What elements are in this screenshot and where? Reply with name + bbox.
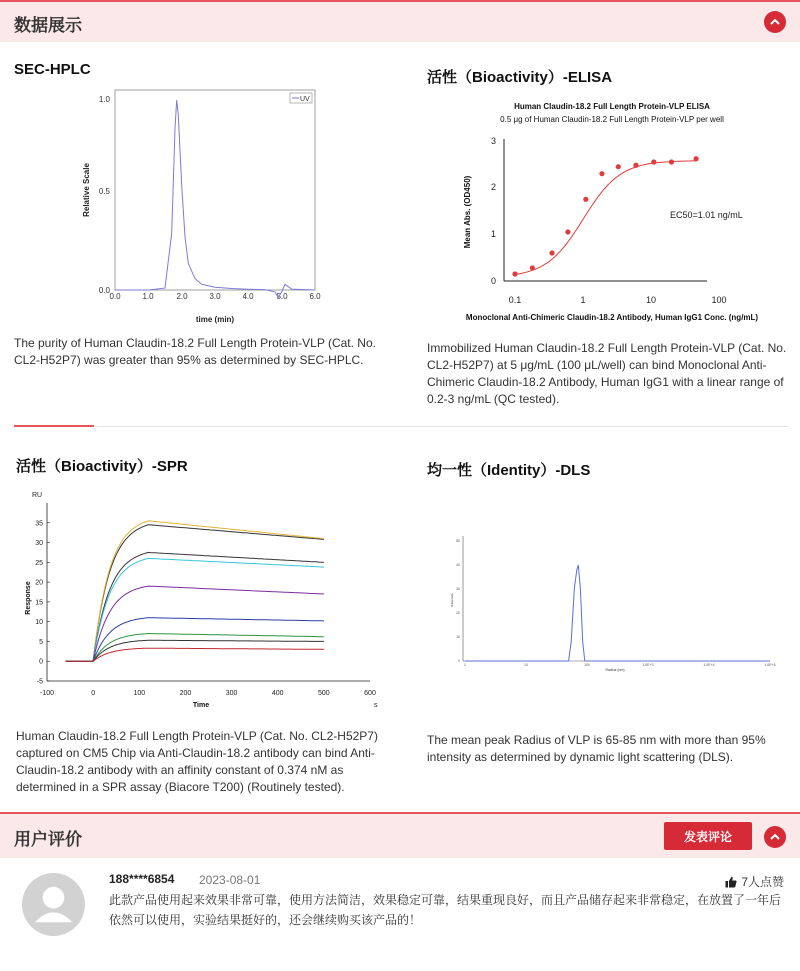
section-divider <box>14 426 788 427</box>
spr-x-tick: 600 <box>364 690 376 697</box>
elisa-description: Immobilized Human Claudin-18.2 Full Length Protein-VLP (Cat. No. CL2-H52P7) at 5 μg/mL (100 μL/well) can bind Monoclonal Anti-Chimeric Claudin-18.2 Antibody, Human IgG1 with a linear range of 0.2-3 ng/mL (QC tested). <box>427 341 787 406</box>
hplc-legend-label: UV <box>300 96 310 103</box>
dls-x-tick: 100 <box>584 663 590 667</box>
dls-y-tick: 30 <box>456 587 460 592</box>
dls-y-ticks <box>456 539 460 663</box>
elisa-data-point <box>693 156 698 161</box>
spr-ylabel: Response <box>25 581 32 615</box>
spr-x-tick: 400 <box>271 690 284 697</box>
elisa-y-tick: 2 <box>490 182 496 192</box>
spr-title: 活性（Bioactivity）-SPR <box>16 458 188 475</box>
section-title: 数据展示 <box>14 16 82 35</box>
elisa-data-point <box>565 229 570 234</box>
hplc-ylabel: Relative Scale <box>82 163 91 217</box>
hplc-y-tick-2: 0.5 <box>98 187 110 196</box>
hplc-xlabel: time (min) <box>195 315 235 324</box>
spr-x-tick: 100 <box>133 690 146 697</box>
dls-x-tick: 1.0E+5 <box>764 663 776 667</box>
elisa-data-point <box>583 197 588 202</box>
spr-x-tick: 200 <box>179 690 192 697</box>
spr-y-tick: 5 <box>39 638 43 646</box>
spr-sensorgram-c6 <box>66 640 324 661</box>
dls-xlabel: Radius (nm) <box>605 668 625 672</box>
spr-y-ticks <box>35 520 50 685</box>
chevron-up-icon <box>769 831 781 843</box>
dls-y-tick: 40 <box>456 563 460 568</box>
spr-sensorgram-c2 <box>66 552 324 661</box>
like-count: 7人点赞 <box>741 875 784 889</box>
spr-description: Human Claudin-18.2 Full Length Protein-VLP (Cat. No. CL2-H52P7) captured on CM5 Chip via Anti-Claudin-18.2 antibody can bind Anti-Claudin-18.2 antibody with an affinity constant of 0.374 nM as determined in a SPR assay (Biacore T200) (Routinely tested). <box>16 729 378 794</box>
spr-unit-right: s <box>374 702 378 709</box>
reviewer-name: 188****6854 <box>109 872 175 886</box>
data-display-header <box>0 0 800 42</box>
elisa-y-tick: 1 <box>490 229 496 239</box>
elisa-data-point <box>599 171 604 176</box>
dls-x-tick: 1.0E+4 <box>703 663 715 667</box>
spr-x-tick: 500 <box>318 690 330 697</box>
hplc-legend <box>290 93 312 103</box>
spr-y-tick: 0 <box>39 658 43 666</box>
elisa-data-point <box>530 265 535 270</box>
dls-x-tick: 10 <box>524 663 528 667</box>
dls-y-tick: 20 <box>456 611 460 616</box>
dls-title: 均一性（Identity）-DLS <box>427 462 591 479</box>
review-date: 2023-08-01 <box>199 873 261 887</box>
elisa-fit-curve <box>515 161 696 275</box>
spr-curves <box>66 521 324 661</box>
sec-hplc-title: SEC-HPLC <box>14 61 91 78</box>
spr-sensorgram-c5 <box>66 634 324 662</box>
spr-y-tick: 10 <box>35 619 43 627</box>
spr-sensorgram-c2-fit <box>66 558 324 661</box>
elisa-xlabel: Monoclonal Anti-Chimeric Claudin-18.2 Antibody, Human IgG1 Conc. (ng/mL) <box>465 313 759 322</box>
elisa-ec50-annotation: EC50=1.01 ng/mL <box>670 210 743 220</box>
elisa-x-tick: 10 <box>645 295 657 305</box>
elisa-x-tick: 1 <box>580 295 586 305</box>
thumbs-up-icon <box>725 876 737 888</box>
dls-x-tick: 1 <box>464 663 466 667</box>
dls-x-tick: 1.0E+3 <box>642 663 654 667</box>
elisa-chart <box>452 97 787 329</box>
hplc-y-tick-3: 0.0 <box>98 286 110 295</box>
spr-x-ticks <box>40 690 376 697</box>
spr-x-tick: 0 <box>91 690 96 697</box>
dls-trace <box>465 565 770 661</box>
hplc-x-tick: 5.0 <box>276 292 288 301</box>
avatar <box>22 873 85 936</box>
spr-x-tick: -100 <box>39 690 55 697</box>
reviews-collapse-button[interactable] <box>764 826 786 848</box>
spr-chart <box>20 488 390 713</box>
hplc-x-tick: 1.0 <box>142 292 154 301</box>
hplc-x-tick: 4.0 <box>242 292 254 301</box>
hplc-x-tick: 6.0 <box>309 292 321 301</box>
hplc-trace <box>115 100 315 298</box>
sec-hplc-description: The purity of Human Claudin-18.2 Full Length Protein-VLP (Cat. No. CL2-H52P7) was greater than 95% as determined by SEC-HPLC. <box>14 336 376 367</box>
elisa-x-tick: 0.1 <box>508 295 522 305</box>
hplc-x-tick: 2.0 <box>176 292 188 301</box>
elisa-data-point <box>512 271 517 276</box>
elisa-ylabel: Mean Abs. (OD450) <box>463 175 472 249</box>
sec-hplc-chart <box>75 85 330 330</box>
chevron-up-icon <box>769 16 781 28</box>
spr-x-tick: 300 <box>225 690 238 697</box>
post-review-button[interactable]: 发表评论 <box>664 822 752 850</box>
hplc-x-ticks <box>109 292 321 301</box>
spr-unit-top: RU <box>32 492 43 499</box>
reviews-header <box>0 812 800 858</box>
elisa-data-point <box>669 159 674 164</box>
section-divider-accent <box>14 425 94 427</box>
dls-y-tick: 0 <box>458 659 460 664</box>
elisa-chart-title: Human Claudin-18.2 Full Length Protein-VLP ELISA <box>514 102 710 111</box>
hplc-x-tick: 0.0 <box>109 292 121 301</box>
user-avatar-icon <box>22 873 85 936</box>
hplc-y-tick-1: 1.0 <box>98 95 110 104</box>
elisa-data-point <box>616 164 621 169</box>
like-button[interactable] <box>725 873 784 890</box>
dls-chart <box>445 528 780 678</box>
spr-sensorgram-c3 <box>66 586 324 661</box>
dls-x-ticks <box>464 663 776 667</box>
spr-xlabel: Time <box>192 702 210 709</box>
elisa-chart-subtitle: 0.5 μg of Human Claudin-18.2 Full Length Protein-VLP per well <box>500 115 724 124</box>
elisa-y-tick: 3 <box>490 136 496 146</box>
dls-description: The mean peak Radius of VLP is 65-85 nm with more than 95% intensity as determined by dynamic light scattering (DLS). <box>427 733 766 764</box>
hplc-x-tick: 3.0 <box>209 292 221 301</box>
hplc-frame <box>115 90 315 290</box>
elisa-x-tick: 100 <box>711 295 727 305</box>
elisa-data-point <box>549 250 554 255</box>
elisa-y-tick: 0 <box>490 276 496 286</box>
spr-y-tick: -5 <box>36 678 43 686</box>
dls-y-tick: 50 <box>456 539 460 544</box>
collapse-button[interactable] <box>764 11 786 33</box>
dls-y-tick: 10 <box>456 635 460 640</box>
spr-y-tick: 35 <box>35 520 43 528</box>
dls-ylabel: %Intensity <box>450 593 454 607</box>
spr-y-tick: 20 <box>35 579 43 587</box>
review-text: 此款产品使用起来效果非常可靠，使用方法简洁，效果稳定可靠，结果重现良好，而且产品储存起来非常稳定，在放置了一年后依然可以使用，实验结果挺好的，还会继续购买该产品的！ <box>109 893 782 927</box>
elisa-data-point <box>633 163 638 168</box>
elisa-data-point <box>651 159 656 164</box>
elisa-title: 活性（Bioactivity）-ELISA <box>427 69 613 86</box>
spr-y-tick: 30 <box>35 540 43 548</box>
spr-y-tick: 15 <box>35 599 43 607</box>
reviews-title: 用户评价 <box>14 830 82 849</box>
spr-y-tick: 25 <box>35 559 43 567</box>
